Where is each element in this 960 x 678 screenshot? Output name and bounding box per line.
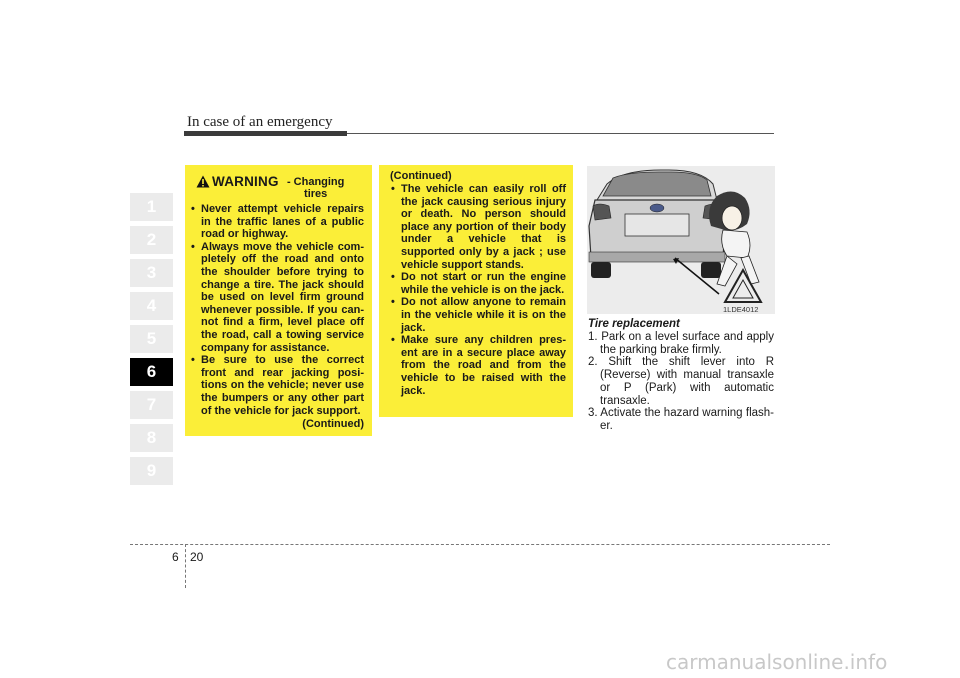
footer-rule	[130, 544, 830, 545]
warning-item: • Do not allow anyone to remain in the vehicle while it is on the jack.	[389, 296, 566, 334]
footer-chapter-number: 6	[172, 550, 179, 564]
warning-list	[189, 203, 364, 417]
header-rule-thick	[184, 131, 347, 136]
warning-word: WARNING	[212, 174, 279, 189]
chapter-tab-4[interactable]: 4	[130, 292, 173, 320]
chapter-tab-9[interactable]: 9	[130, 457, 173, 485]
warning-item: • Always move the vehicle com-pletely off the road and onto the shoulder before trying to change a tire. The jack should be used on level firm ground whenever possible. If you can-not find a firm, level place off the road, call a towing service company for assistance.	[189, 241, 364, 354]
header-rule-thin	[347, 133, 774, 134]
footer-page-number: 20	[190, 550, 204, 564]
warning-item: • Make sure any children pres-ent are in a secure place away from the road and from the vehicle to be raised with the jack.	[389, 334, 566, 397]
chapter-tab-6[interactable]: 6	[130, 358, 173, 386]
warning-triangle-icon	[196, 175, 210, 188]
steps-list	[588, 331, 774, 433]
warning-list-continued	[389, 183, 566, 397]
tire-change-illustration	[587, 166, 775, 314]
step-item: 1. Park on a level surface and apply the parking brake firmly.	[588, 331, 774, 356]
footer-divider	[185, 544, 186, 588]
step-item: 3. Activate the hazard warning flash-er.	[588, 407, 774, 432]
section-title: Tire replacement	[588, 318, 680, 330]
chapter-tab-1[interactable]: 1	[130, 193, 173, 221]
warning-item: • Do not start or run the engine while the vehicle is on the jack.	[389, 271, 566, 296]
continued-label-top: (Continued)	[390, 170, 452, 182]
warning-subtitle: - Changing tires	[286, 175, 345, 201]
warning-item: • The vehicle can easily roll off the jack causing serious injury or death. No person should place any portion of their body under a vehicle that is supported only by a jack ; use vehicle support stands.	[389, 183, 566, 271]
image-label: 1LDE4012	[723, 305, 759, 314]
watermark: carmanualsonline.info	[666, 650, 888, 674]
warning-item: • Never attempt vehicle repairs in the traffic lanes of a public road or highway.	[189, 203, 364, 241]
chapter-tab-2[interactable]: 2	[130, 226, 173, 254]
warning-title	[196, 174, 349, 201]
chapter-tab-8[interactable]: 8	[130, 424, 173, 452]
step-item: 2. Shift the shift lever into R (Reverse) with manual transaxle or P (Park) with automatic transaxle.	[588, 356, 774, 407]
warning-item: • Be sure to use the correct front and rear jacking posi-tions on the vehicle; never use the bumpers or any other part of the vehicle for jack support.	[189, 354, 364, 417]
chapter-tab-5[interactable]: 5	[130, 325, 173, 353]
page-header-title: In case of an emergency	[187, 114, 333, 130]
chapter-tab-7[interactable]: 7	[130, 391, 173, 419]
chapter-tab-3[interactable]: 3	[130, 259, 173, 287]
continued-label: (Continued)	[302, 418, 364, 430]
